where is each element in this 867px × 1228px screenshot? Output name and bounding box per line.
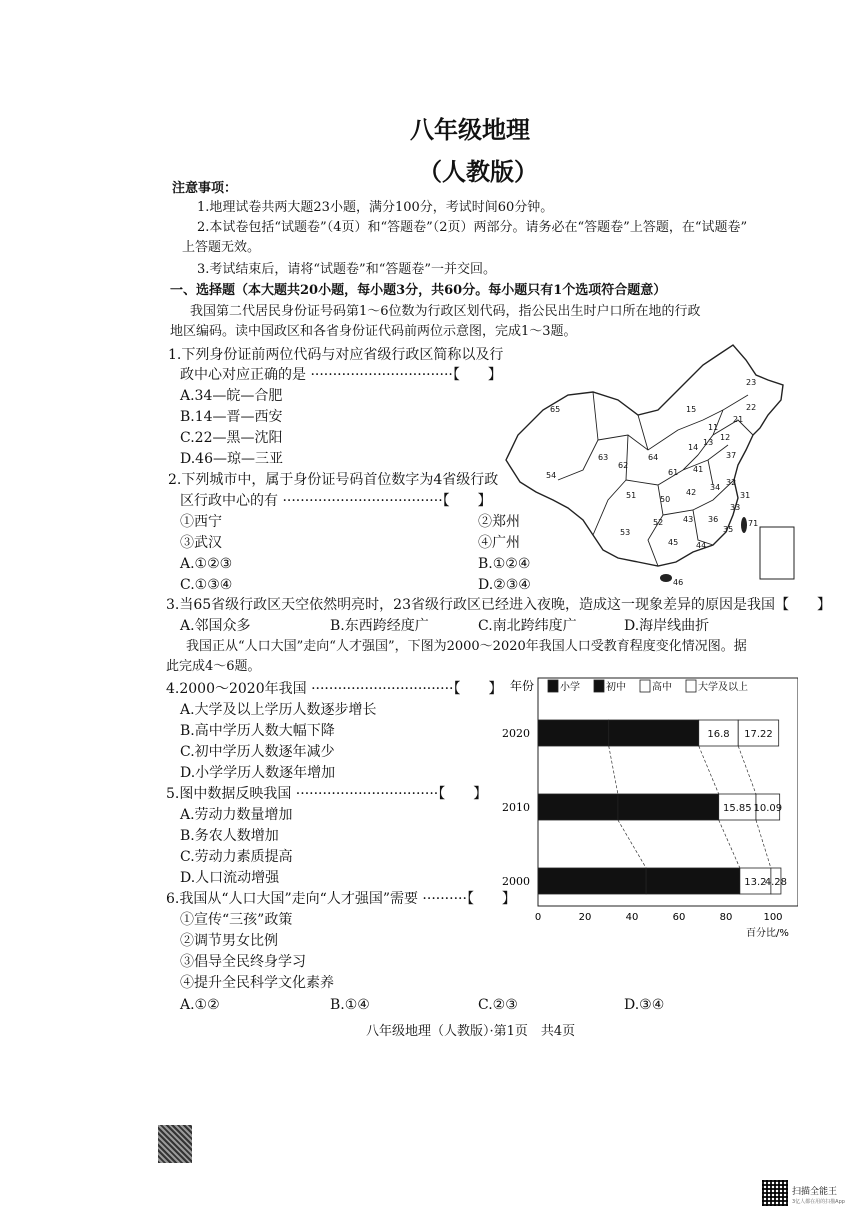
q3-option-c: C.南北跨纬度广 — [478, 618, 577, 634]
q1-option-c: C.22—黑—沈阳 — [180, 430, 283, 446]
code-15: 15 — [686, 405, 697, 414]
data-label-2020-高中: 16.8 — [707, 729, 730, 740]
q2-stem-2: 区行政中心的有 ····································【 】 — [180, 493, 492, 509]
q1-stem-1: 1.下列身份证前两位代码与对应省级行政区简称以及行 — [168, 347, 504, 363]
code-63: 63 — [598, 453, 609, 462]
code-32: 32 — [726, 478, 737, 487]
code-50: 50 — [660, 495, 671, 504]
legend-swatch-大学及以上 — [686, 680, 696, 692]
q6-item-4: ④提升全民科学文化素养 — [180, 975, 334, 991]
category-label-2020: 2020 — [502, 727, 530, 740]
connector-0-0 — [609, 746, 618, 794]
q2-item-2: ②郑州 — [478, 514, 520, 530]
code-52: 52 — [653, 518, 664, 527]
notice-item-1: 1.地理试卷共两大题23小题，满分100分，考试时间60分钟。 — [197, 200, 554, 215]
code-51: 51 — [626, 491, 637, 500]
bar-2010-初中 — [618, 794, 719, 820]
connector-1-2 — [756, 820, 771, 868]
q5-option-c: C.劳动力素质提高 — [180, 849, 293, 865]
q6-option-c: C.②③ — [478, 997, 518, 1013]
q6-option-d: D.③④ — [624, 997, 665, 1013]
code-13: 13 — [703, 438, 714, 447]
q5-option-b: B.务农人数增加 — [180, 828, 279, 844]
hainan-island — [660, 574, 672, 582]
q1-option-d: D.46—琼—三亚 — [180, 451, 283, 467]
bar-2020-小学 — [538, 720, 609, 746]
data-label-2000-大学及以上: 4.28 — [764, 877, 788, 888]
q1-option-b: B.14—晋—西安 — [180, 409, 283, 425]
q4-stem: 4.2000～2020年我国 ································【 】 — [166, 681, 503, 697]
q2-option-d: D.②③④ — [478, 577, 531, 593]
qr-code-icon — [762, 1180, 788, 1206]
intro2-line-2: 此完成4～6题。 — [166, 659, 261, 674]
q4-option-b: B.高中学历人数大幅下降 — [180, 723, 335, 739]
section1-heading: 一、选择题（本大题共20小题，每小题3分，共60分。每小题只有1个选项符合题意） — [170, 283, 667, 298]
province-code-labels — [546, 378, 758, 587]
page-subtitle: （人教版） — [418, 158, 538, 186]
q2-option-b: B.①②④ — [478, 556, 531, 572]
bar-2020-初中 — [609, 720, 699, 746]
q2-item-4: ④广州 — [478, 535, 520, 551]
bar-2000-小学 — [538, 868, 646, 894]
code-44: 44 — [696, 541, 707, 550]
q4-option-d: D.小学学历人数逐年增加 — [180, 765, 336, 781]
q6-item-3: ③倡导全民终身学习 — [180, 954, 306, 970]
code-65: 65 — [550, 405, 561, 414]
notice-item-2: 2.本试卷包括“试题卷”（4页）和“答题卷”（2页）两部分。请务必在“答题卷”上答题，在“试题卷” — [197, 220, 748, 235]
data-label-2010-高中: 15.85 — [723, 803, 752, 814]
code-64: 64 — [648, 453, 659, 462]
x-tick-0: 0 — [534, 912, 542, 923]
q5-stem: 5.图中数据反映我国 ································【 】 — [166, 786, 488, 802]
q6-option-b: B.①④ — [330, 997, 370, 1013]
legend-label-小学: 小学 — [560, 682, 580, 693]
q3-option-b: B.东西跨经度广 — [330, 618, 429, 634]
connector-0-1 — [699, 746, 719, 794]
connector-0-2 — [738, 746, 756, 794]
legend-label-初中: 初中 — [606, 682, 626, 693]
q6-option-a: A.①② — [180, 997, 220, 1013]
code-35: 35 — [723, 525, 734, 534]
q2-stem-1: 2.下列城市中，属于身份证号码首位数字为4省级行政 — [168, 472, 499, 488]
south-china-sea-inset — [760, 527, 794, 579]
bar-2010-小学 — [538, 794, 618, 820]
code-62: 62 — [618, 461, 629, 470]
chart-bars — [502, 720, 787, 894]
taiwan-island — [741, 517, 747, 533]
chart-ylabel: 年份 — [510, 679, 535, 693]
q1-stem-2: 政中心对应正确的是 ································【 】 — [180, 367, 502, 383]
chart-x-ticks — [535, 912, 783, 923]
legend-label-大学及以上: 大学及以上 — [698, 682, 748, 693]
intro2-line-1: 我国正从“人口大国”走向“人才强国”，下图为2000～2020年我国人口受教育程度变化情况图。据 — [186, 639, 747, 654]
connector-1-0 — [618, 820, 646, 868]
code-46: 46 — [673, 578, 684, 587]
notice-item-3: 3.考试结束后，请将“试题卷”和“答题卷”一并交回。 — [197, 262, 496, 277]
category-label-2010: 2010 — [502, 801, 530, 814]
legend-swatch-高中 — [640, 680, 650, 692]
data-label-2010-大学及以上: 10.09 — [753, 803, 783, 814]
q6-item-1: ①宣传“三孩”政策 — [180, 912, 293, 928]
code-23: 23 — [746, 378, 757, 387]
data-label-2000-高中: 13.2 — [744, 877, 767, 888]
china-province-map — [498, 340, 798, 590]
chart-legend — [548, 680, 748, 693]
code-21: 21 — [733, 415, 744, 424]
section1-intro-2: 地区编码。读中国政区和各省身份证代码前两位示意图，完成1～3题。 — [170, 324, 577, 339]
notice-heading: 注意事项： — [172, 181, 238, 196]
q3-option-d: D.海岸线曲折 — [624, 618, 710, 634]
code-22: 22 — [746, 403, 757, 412]
section1-intro-1: 我国第二代居民身份证号码第1～6位数为行政区划代码，指公民出生时户口所在地的行政 — [190, 304, 701, 319]
page-footer: 八年级地理（人教版）·第1页 共4页 — [366, 1024, 576, 1039]
q6-item-2: ②调节男女比例 — [180, 933, 278, 949]
connector-1-1 — [719, 820, 740, 868]
code-34: 34 — [710, 483, 721, 492]
q5-option-a: A.劳动力数量增加 — [180, 807, 293, 823]
notice-item-2-cont: 上答题无效。 — [182, 240, 261, 255]
code-33: 33 — [730, 503, 741, 512]
scan-noise-mark — [158, 1125, 192, 1163]
scanner-brand: 扫描全能王 — [792, 1187, 838, 1197]
code-54: 54 — [546, 471, 557, 480]
q2-item-1: ①西宁 — [180, 514, 222, 530]
code-71: 71 — [748, 519, 759, 528]
legend-swatch-小学 — [548, 680, 558, 692]
scanner-tagline: 3亿人都在用的扫描App — [792, 1199, 845, 1205]
code-14: 14 — [688, 443, 699, 452]
education-chart — [498, 672, 798, 942]
data-label-2020-大学及以上: 17.22 — [744, 729, 773, 740]
q2-option-c: C.①③④ — [180, 577, 233, 593]
code-61: 61 — [668, 468, 679, 477]
code-37: 37 — [726, 451, 737, 460]
x-tick-100: 100 — [763, 912, 783, 923]
q4-option-a: A.大学及以上学历人数逐步增长 — [180, 702, 377, 718]
code-41: 41 — [693, 465, 704, 474]
code-11: 11 — [708, 423, 719, 432]
code-31: 31 — [740, 491, 751, 500]
page-title: 八年级地理 — [410, 116, 530, 144]
legend-swatch-初中 — [594, 680, 604, 692]
q6-stem: 6.我国从“人口大国”走向“人才强国”需要 ··········【 】 — [166, 891, 516, 907]
x-tick-20: 20 — [578, 912, 592, 923]
q5-option-d: D.人口流动增强 — [180, 870, 280, 886]
category-label-2000: 2000 — [502, 875, 530, 888]
x-tick-80: 80 — [719, 912, 733, 923]
q1-option-a: A.34—皖—合肥 — [180, 388, 283, 404]
code-36: 36 — [708, 515, 719, 524]
province-borders — [558, 392, 753, 566]
chart-xlabel: 百分比/% — [746, 928, 789, 939]
code-45: 45 — [668, 538, 679, 547]
x-tick-60: 60 — [672, 912, 686, 923]
code-12: 12 — [720, 433, 731, 442]
q3-option-a: A.邻国众多 — [180, 618, 251, 634]
code-42: 42 — [686, 488, 697, 497]
bar-2000-初中 — [646, 868, 740, 894]
q3-stem: 3.当65省级行政区天空依然明亮时，23省级行政区已经进入夜晚，造成这一现象差异的原因是我国【 】 — [166, 597, 831, 613]
q4-option-c: C.初中学历人数逐年减少 — [180, 744, 335, 760]
code-43: 43 — [683, 515, 694, 524]
q2-option-a: A.①②③ — [180, 556, 233, 572]
code-53: 53 — [620, 528, 631, 537]
map-outline — [506, 345, 783, 566]
x-tick-40: 40 — [625, 912, 639, 923]
legend-label-高中: 高中 — [652, 682, 672, 693]
q2-item-3: ③武汉 — [180, 535, 222, 551]
